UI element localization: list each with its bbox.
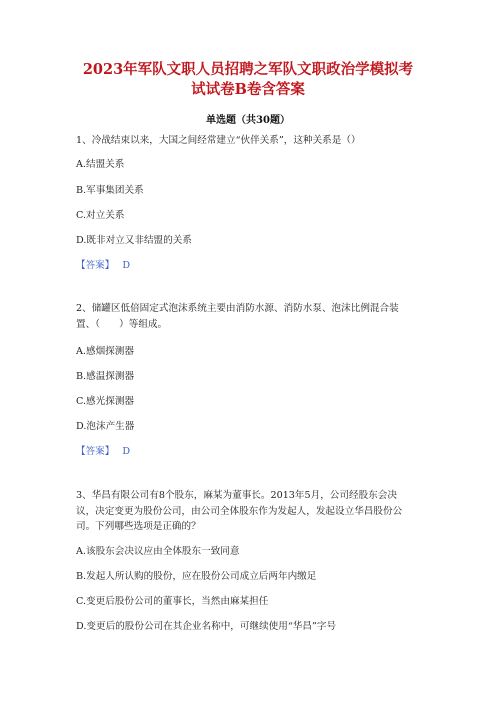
question-1-stem: 1、冷战结束以来，大国之间经常建立“伙伴关系”，这种关系是（） [76,135,361,146]
question-1-option-d: D.既非对立又非结盟的关系 [76,235,192,246]
question-2-option-a: A.感烟探测器 [76,346,134,357]
answer-value: D [122,260,131,271]
question-2-stem-line-1: 2、储罐区低倍固定式泡沫系统主要由消防水源、消防水泵、泡沫比例混合装 [76,303,399,314]
question-1-option-c: C.对立关系 [76,210,125,221]
question-3-option-d: D.变更后的股份公司在其企业名称中，可继续使用“华昌”字号 [76,621,337,632]
question-2-stem-line-2: 置、（ ）等组成。 [76,319,168,330]
answer-value: D [122,446,131,457]
question-1-answer [76,259,130,273]
question-2-option-d: D.泡沫产生器 [76,421,135,432]
question-2-option-c: C.感光探测器 [76,396,135,407]
question-3-stem-line-1: 3、华昌有限公司有8个股东，麻某为董事长。2013年5月，公司经股东会决 [76,490,397,501]
question-2-option-b: B.感温探测器 [76,371,135,382]
document-title-line-2: 试试卷B卷含答案 [191,81,305,98]
question-2-answer [76,445,130,459]
document-title-line-1: 2023年军队文职人员招聘之军队文职政治学模拟考 [82,61,414,78]
section-title: 单选题（共30题） [206,115,290,126]
question-1-option-a: A.结盟关系 [76,159,125,170]
question-3-stem-line-2: 议，决定变更为股份公司，由公司全体股东作为发起人，发起设立华昌股份公 [76,506,403,517]
question-1-option-b: B.军事集团关系 [76,185,144,196]
question-3-option-a: A.该股东会决议应由全体股东一致同意 [76,546,240,557]
answer-label: 【答案】 [76,446,115,457]
question-3-option-b: B.发起人所认购的股份，应在股份公司成立后两年内缴足 [76,571,317,582]
question-3-stem-line-3: 司。下列哪些选项是正确的？ [76,521,201,532]
question-3-option-c: C.变更后股份公司的董事长，当然由麻某担任 [76,596,269,607]
answer-label: 【答案】 [76,260,115,271]
